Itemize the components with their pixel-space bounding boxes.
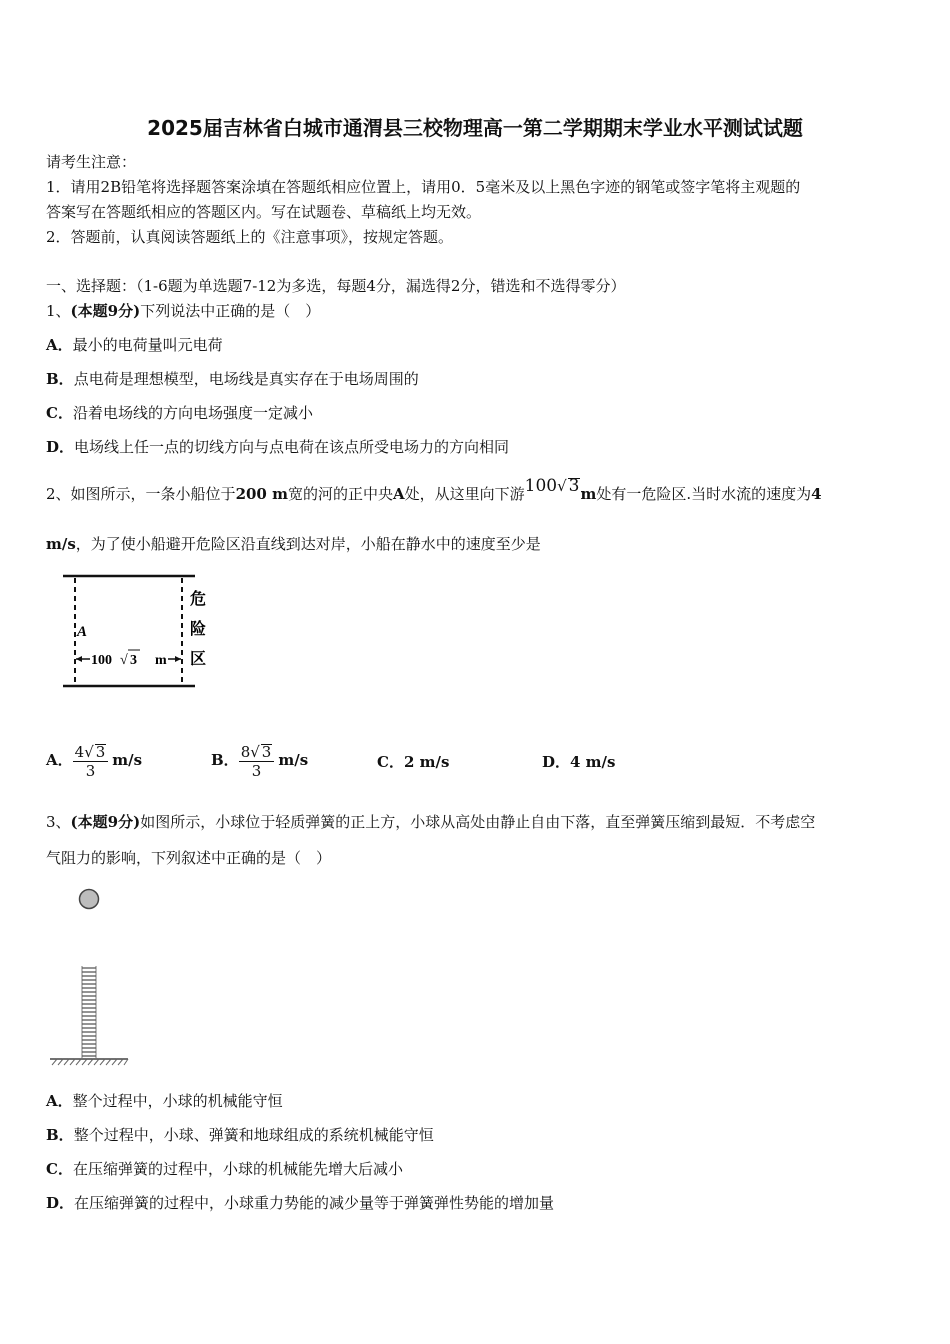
spring-icon [82,968,96,1056]
question-2-stem-line-1: 2、如图所示，一条小船位于200 m宽的河的正中央A处，从这里向下游100√ 3m处有一危险区.当时水流的速度为4 [46,476,822,503]
q3-option-d: D．在压缩弹簧的过程中，小球重力势能的减少量等于弹簧弹性势能的增加量 [46,1194,555,1212]
ball-spring-diagram [46,880,136,1070]
question-1-stem [46,301,320,321]
label-distance-rad: 3 [130,653,137,668]
notice-line-3: 2．答题前，认真阅读答题纸上的《注意事项》，按规定答题。 [46,228,454,246]
q1-option-a: A．最小的电荷量叫元电荷 [46,336,223,354]
label-a: A [77,624,88,640]
question-2-stem-line-2: m/s，为了使小船避开危险区沿直线到达对岸，小船在静水中的速度至少是 [46,535,541,553]
notice-line-1: 1．请用2B铅笔将选择题答案涂填在答题纸相应位置上，请用0．5毫米及以上黑色字迹的钢笔或签字笔将主观题的 [46,178,801,196]
danger-zone-char-3: 区 [190,651,207,668]
question-3-stem-line-2: 气阻力的影响，下列叙述中正确的是（ ） [46,849,332,867]
q3-option-b: B．整个过程中，小球、弹簧和地球组成的系统机械能守恒 [46,1126,434,1144]
notice-heading: 请考生注意： [46,153,137,171]
question-text: 下列说法中正确的是（ ） [140,302,321,320]
q2-option-b: B． $\frac{8√ 3}{3}$ m/s [211,742,309,780]
question-3-stem-line-1: 3、(本题9分)如图所示，小球位于轻质弹簧的正上方，小球从高处由静止自由下落，直至弹簧压缩到最短．不考虑空 [46,813,816,831]
q2-option-a: A． $\frac{4√ 3}{3}$ m/s [46,742,143,780]
question-score: (本题9分) [70,302,141,320]
q1-option-d: D．电场线上任一点的切线方向与点电荷在该点所受电场力的方向相同 [46,438,510,456]
q1-option-c: C．沿着电场线的方向电场强度一定减小 [46,404,313,422]
q1-option-b: B．点电荷是理想模型，电场线是真实存在于电场周围的 [46,370,419,388]
danger-zone-char-2: 险 [190,621,207,638]
notice-line-2: 答案写在答题纸相应的答题区内。写在试题卷、草稿纸上均无效。 [46,203,482,221]
ball-icon [80,890,99,909]
distance-expression: 100√ 3 [524,476,580,496]
label-unit: m [155,653,167,668]
danger-zone-char-1: 危 [190,591,207,608]
label-distance-coef: 100 [91,653,112,668]
q2-option-c: C．2 m/s [377,753,450,771]
river-diagram [60,570,220,692]
q3-option-c: C．在压缩弹簧的过程中，小球的机械能先增大后减小 [46,1160,403,1178]
page-title: 2025届吉林省白城市通渭县三校物理高一第二学期期末学业水平测试试题 [147,116,803,140]
q3-option-a: A．整个过程中，小球的机械能守恒 [46,1092,283,1110]
q2-option-d: D．4 m/s [542,753,616,771]
svg-text:√: √ [120,653,128,668]
section-heading: 一、选择题：（1-6题为单选题7-12为多选，每题4分，漏选得2分，错选和不选得零分） [46,277,626,295]
ground-hatch [52,1059,128,1065]
question-number: 1、 [46,302,71,320]
